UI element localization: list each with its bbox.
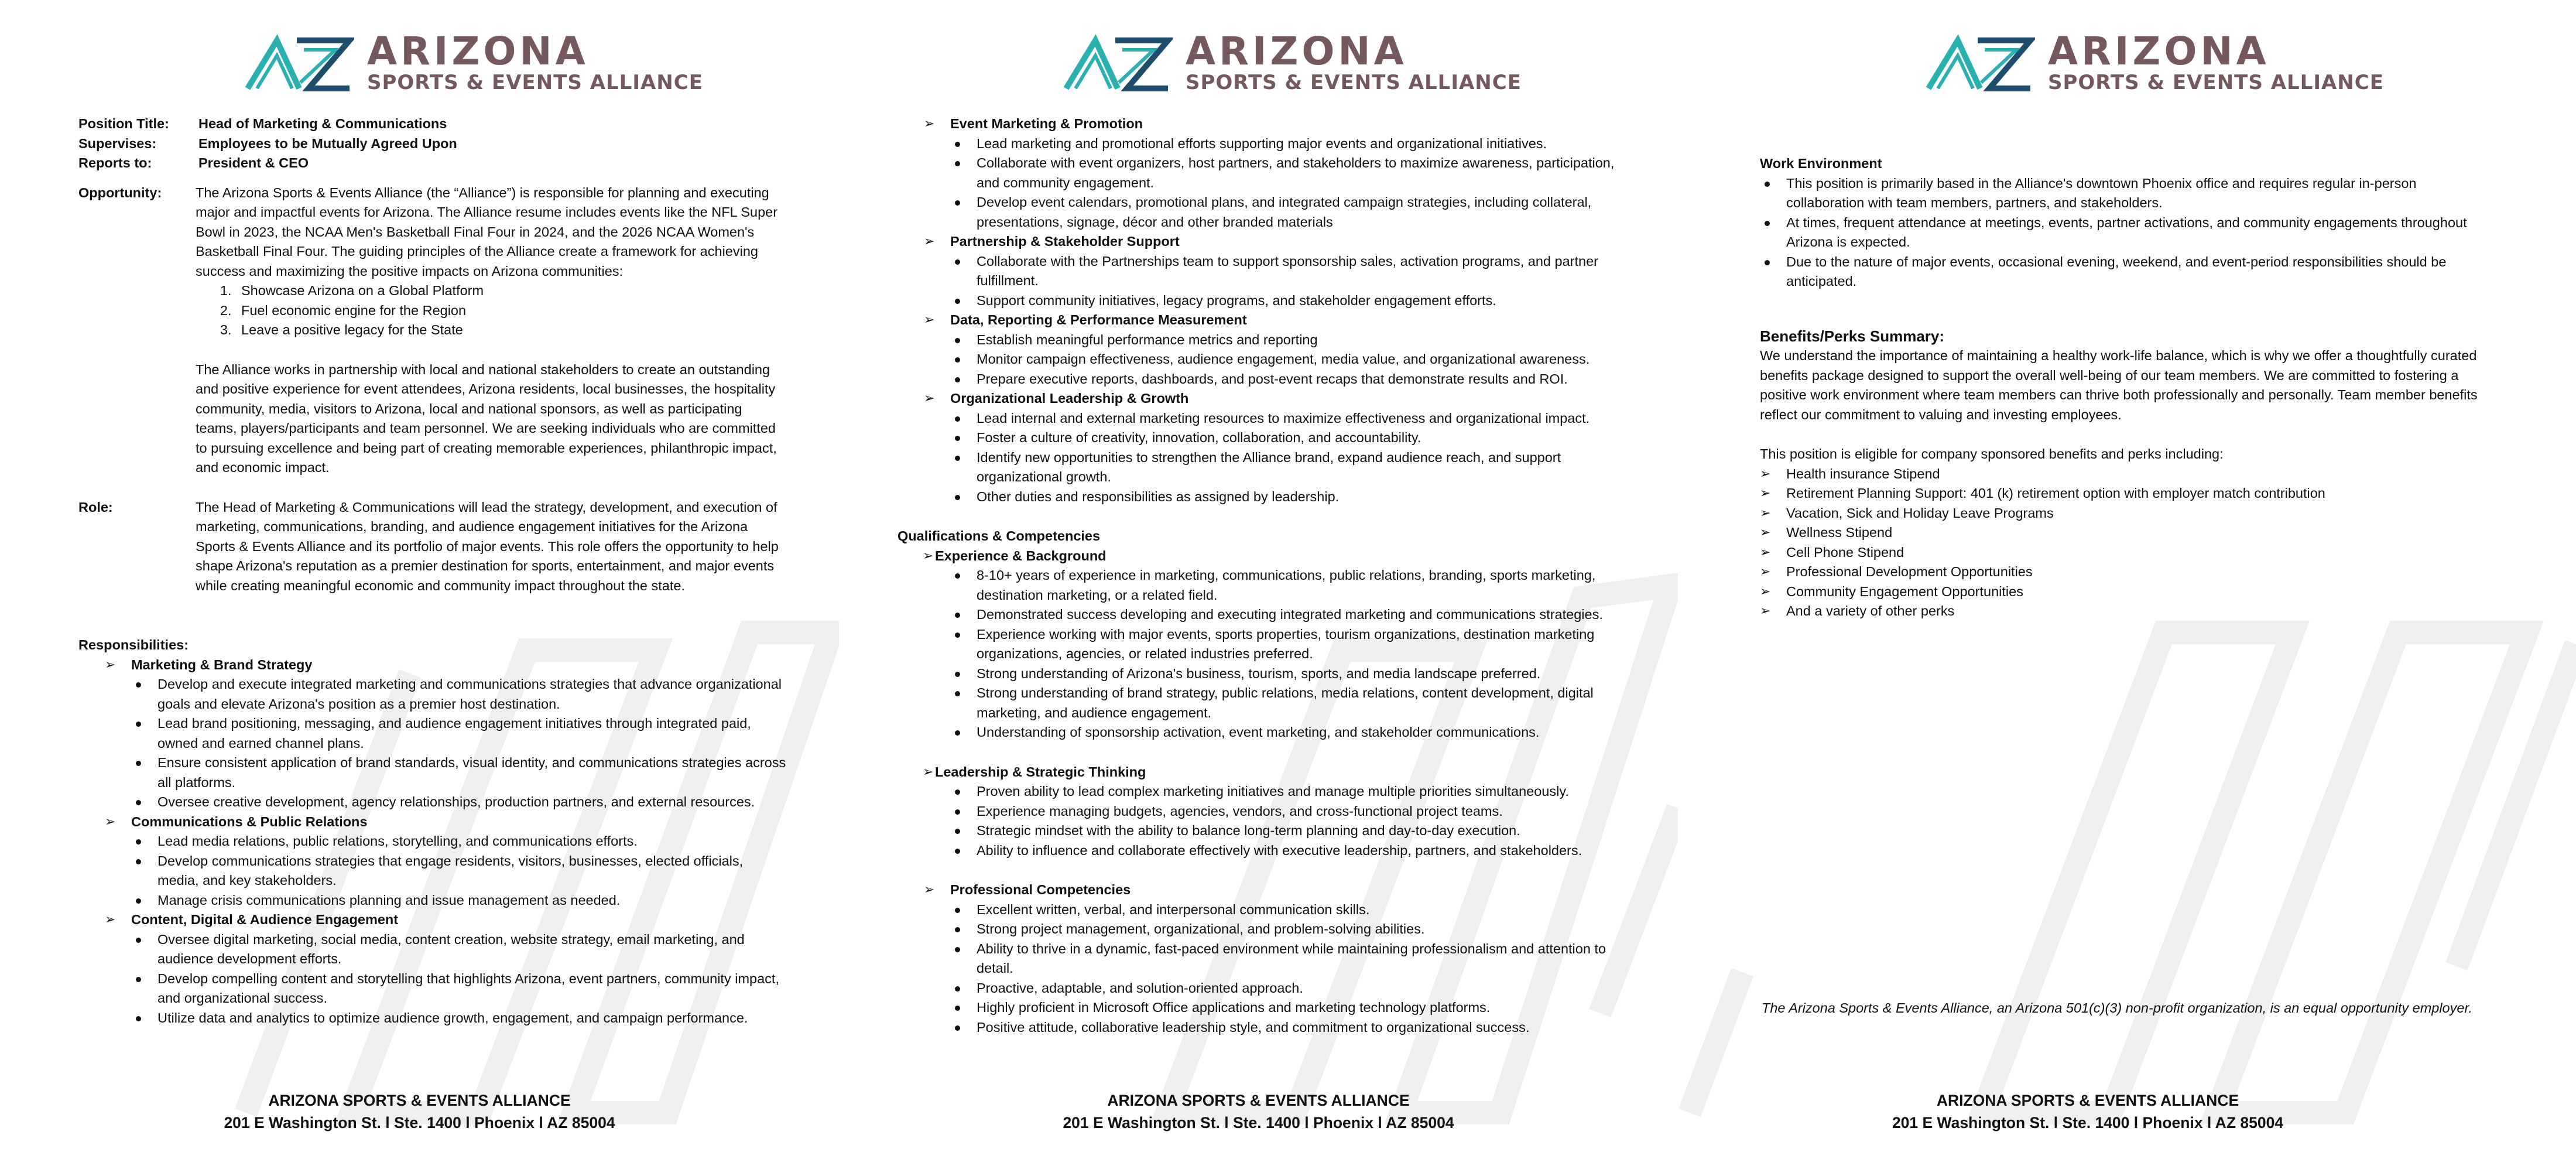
list-item: Develop event calendars, promotional plans, and integrated campaign strategies, including collateral, presentations, signage, décor and other branded materials bbox=[950, 193, 1618, 232]
role-section bbox=[78, 498, 813, 596]
az-logo-icon bbox=[1061, 32, 1173, 94]
bullet-list bbox=[924, 330, 1618, 389]
list-item: Proactive, adaptable, and solution-oriented approach. bbox=[950, 979, 1618, 999]
principle-item: 2. Fuel economic engine for the Region bbox=[235, 301, 787, 321]
list-item: Strong project management, organizational, and problem-solving abilities. bbox=[950, 919, 1618, 939]
list-item: Identify new opportunities to strengthen the Alliance brand, expand audience reach, and support organizational growth. bbox=[950, 448, 1618, 487]
list-item: Lead brand positioning, messaging, and audience engagement initiatives through integrated paid, owned and earned channel plans. bbox=[131, 714, 787, 753]
subheading-content-digital: ➢ Content, Digital & Audience Engagement bbox=[105, 910, 787, 930]
list-item: Proven ability to lead complex marketing initiatives and manage multiple priorities simultaneously. bbox=[950, 782, 1618, 802]
subheading-communications: ➢ Communications & Public Relations bbox=[105, 812, 787, 832]
subheading-leadership: ➢ Leadership & Strategic Thinking bbox=[923, 763, 1618, 782]
list-item: Lead internal and external marketing resources to maximize effectiveness and organizational impact. bbox=[950, 409, 1618, 429]
header-row-position bbox=[78, 114, 813, 134]
footer-org-name: ARIZONA SPORTS & EVENTS ALLIANCE bbox=[1107, 1092, 1410, 1109]
page-footer bbox=[0, 1089, 839, 1134]
list-item: Oversee creative development, agency relationships, production partners, and external resources. bbox=[131, 792, 787, 812]
document-page-2 bbox=[839, 0, 1678, 1159]
bullet-list bbox=[924, 782, 1618, 860]
alliance-logo bbox=[243, 28, 703, 94]
guiding-principles-list bbox=[196, 281, 787, 340]
list-item: Lead media relations, public relations, storytelling, and communications efforts. bbox=[131, 832, 787, 852]
list-item: Understanding of sponsorship activation, event marketing, and stakeholder communications. bbox=[950, 723, 1618, 743]
list-item: Develop and execute integrated marketing and communications strategies that advance organizational goals and elevate Arizona's position as a premier host destination. bbox=[131, 675, 787, 714]
logo-wordmark-arizona: ARIZONA bbox=[367, 28, 589, 74]
benefit-item: ➢ Health insurance Stipend bbox=[1760, 464, 2492, 484]
benefit-item: ➢ Cell Phone Stipend bbox=[1760, 543, 2492, 563]
bullet-list bbox=[105, 832, 787, 910]
alliance-logo bbox=[1924, 28, 2384, 94]
role-label: Role: bbox=[78, 499, 113, 515]
list-item: Oversee digital marketing, social media, content creation, website strategy, email marketing, and audience development efforts. bbox=[131, 930, 787, 969]
logo-wordmark-arizona: ARIZONA bbox=[2048, 28, 2270, 74]
list-item: At times, frequent attendance at meetings, events, partner activations, and community engagements throughout Arizona is expected. bbox=[1760, 213, 2492, 252]
list-item: Lead marketing and promotional efforts supporting major events and organizational initiatives. bbox=[950, 134, 1618, 154]
opportunity-section bbox=[78, 183, 813, 478]
bullet-list bbox=[924, 252, 1618, 311]
benefit-item: ➢ Retirement Planning Support: 401 (k) retirement option with employer match contribution bbox=[1760, 484, 2492, 504]
page-footer bbox=[839, 1089, 1678, 1134]
list-item: Collaborate with the Partnerships team to support sponsorship sales, activation programs, and partner fulfillment. bbox=[950, 252, 1618, 291]
list-item: Ability to influence and collaborate effectively with executive leadership, partners, and stakeholders. bbox=[950, 841, 1618, 861]
subheading-marketing-brand: ➢ Marketing & Brand Strategy bbox=[105, 655, 787, 675]
benefit-item: ➢ Professional Development Opportunities bbox=[1760, 562, 2492, 582]
list-item: Highly proficient in Microsoft Office applications and marketing technology platforms. bbox=[950, 998, 1618, 1018]
opportunity-paragraph-2: The Alliance works in partnership with local and national stakeholders to create an outstanding and positive experience for event attendees, Arizona residents, local businesses, the hospitality community, media, visitors to Arizona, local and national sponsors, as well as participating teams, players/participants and team personnel. We are seeking individuals who are committed to pursuing excellence and being part of creating memorable experiences, philanthropic impact, and economic impact. bbox=[196, 361, 777, 475]
list-item: Prepare executive reports, dashboards, and post-event recaps that demonstrate results and ROI. bbox=[950, 370, 1618, 389]
subheading-org-leadership: ➢ Organizational Leadership & Growth bbox=[924, 389, 1618, 409]
list-item: Collaborate with event organizers, host partners, and stakeholders to maximize awareness, participation, and community engagement. bbox=[950, 153, 1618, 193]
footer-address: 201 E Washington St. l Ste. 1400 l Phoenix l AZ 85004 bbox=[1892, 1114, 2284, 1131]
qualifications-heading: Qualifications & Competencies bbox=[898, 528, 1101, 543]
subheading-experience: ➢ Experience & Background bbox=[923, 546, 1618, 566]
list-item: Ensure consistent application of brand standards, visual identity, and communications strategies across all platforms. bbox=[131, 753, 787, 792]
principle-item: 3. Leave a positive legacy for the State bbox=[235, 320, 787, 340]
list-item: Monitor campaign effectiveness, audience engagement, media value, and organizational awareness. bbox=[950, 350, 1618, 370]
list-item: Strong understanding of brand strategy, public relations, media relations, content development, digital marketing, and audience engagement. bbox=[950, 683, 1618, 723]
list-item: Experience working with major events, sports properties, tourism organizations, destination marketing organizations, agencies, or related industries preferred. bbox=[950, 625, 1618, 664]
benefit-item: ➢ Wellness Stipend bbox=[1760, 523, 2492, 543]
supervises-label: Supervises: bbox=[78, 135, 157, 151]
az-logo-icon bbox=[1924, 32, 2035, 94]
position-title-label: Position Title: bbox=[78, 116, 169, 131]
logo-wordmark-alliance: SPORTS & EVENTS ALLIANCE bbox=[2048, 70, 2384, 94]
bullet-list bbox=[924, 134, 1618, 233]
opportunity-paragraph-1: The Arizona Sports & Events Alliance (the “Alliance”) is responsible for planning and executing major and impactful events for Arizona. The Alliance resume includes events like the NFL Super Bowl in 2023, the NCAA Men's Basketball Final Four in 2024, and the 2026 NCAA Women's Basketball Final Four. The guiding principles of the Alliance create a framework for achieving success and maximizing the positive impacts on Arizona communities: bbox=[196, 184, 778, 279]
list-item: Strong understanding of Arizona's business, tourism, sports, and media landscape preferred. bbox=[950, 664, 1618, 684]
page-2-body bbox=[898, 114, 1618, 1037]
supervises-value: Employees to be Mutually Agreed Upon bbox=[198, 135, 457, 151]
bullet-list bbox=[924, 409, 1618, 507]
footer-address: 201 E Washington St. l Ste. 1400 l Phoenix l AZ 85004 bbox=[1063, 1114, 1454, 1131]
list-item: Experience managing budgets, agencies, vendors, and cross-functional project teams. bbox=[950, 802, 1618, 822]
reports-to-value: President & CEO bbox=[198, 155, 309, 170]
page-footer bbox=[1678, 1089, 2498, 1134]
list-item: Due to the nature of major events, occasional evening, weekend, and event-period responsibilities should be anticipated. bbox=[1760, 252, 2492, 292]
work-environment-list bbox=[1760, 174, 2492, 292]
position-title-value: Head of Marketing & Communications bbox=[198, 116, 447, 131]
bullet-list bbox=[105, 675, 787, 812]
bullet-list bbox=[924, 566, 1618, 743]
alliance-logo bbox=[1061, 28, 1522, 94]
opportunity-label: Opportunity: bbox=[78, 184, 162, 200]
role-paragraph: The Head of Marketing & Communications will lead the strategy, development, and execution of marketing, communications, branding, and audience engagement initiatives for the Arizona Sports & Events Alliance and its portfolio of major events. This role offers the opportunity to help shape Arizona's reputation as a premier destination for sports, entertainment, and major events while creating meaningful economic and community impact throughout the state. bbox=[196, 499, 779, 593]
list-item: Strategic mindset with the ability to balance long-term planning and day-to-day execution. bbox=[950, 821, 1618, 841]
subheading-data-reporting: ➢ Data, Reporting & Performance Measurement bbox=[924, 310, 1618, 330]
benefit-item: ➢ Vacation, Sick and Holiday Leave Programs bbox=[1760, 504, 2492, 524]
az-logo-icon bbox=[243, 32, 354, 94]
document-page-1 bbox=[0, 0, 839, 1159]
list-item: Ability to thrive in a dynamic, fast-paced environment while maintaining professionalism and attention to detail. bbox=[950, 939, 1618, 979]
footer-org-name: ARIZONA SPORTS & EVENTS ALLIANCE bbox=[1936, 1092, 2239, 1109]
list-item: 8-10+ years of experience in marketing, communications, public relations, branding, sports marketing, destination marketing, or a related field. bbox=[950, 566, 1618, 605]
logo-wordmark-alliance: SPORTS & EVENTS ALLIANCE bbox=[1186, 70, 1522, 94]
list-item: Other duties and responsibilities as assigned by leadership. bbox=[950, 487, 1618, 507]
work-environment-heading: Work Environment bbox=[1760, 156, 1882, 171]
benefits-heading: Benefits/Perks Summary: bbox=[1760, 327, 1945, 345]
benefits-intro: We understand the importance of maintaining a healthy work-life balance, which is why we offer a thoughtfully curated benefits package designed to support the overall well-being of our team members. We are committed to fostering a positive work environment where team members can thrive both professionally and personally. Team member benefits reflect our commitment to valuing and investing employees. bbox=[1760, 348, 2478, 422]
logo-wordmark-arizona: ARIZONA bbox=[1186, 28, 1407, 74]
list-item: Support community initiatives, legacy programs, and stakeholder engagement efforts. bbox=[950, 291, 1618, 311]
benefits-eligible-line: This position is eligible for company sponsored benefits and perks including: bbox=[1760, 446, 2224, 461]
list-item: Positive attitude, collaborative leadership style, and commitment to organizational success. bbox=[950, 1018, 1618, 1038]
list-item: Develop communications strategies that engage residents, visitors, businesses, elected officials, media, and key stakeholders. bbox=[131, 852, 787, 891]
bullet-list bbox=[924, 900, 1618, 1038]
list-item: Demonstrated success developing and executing integrated marketing and communications strategies. bbox=[950, 605, 1618, 625]
responsibilities-heading: Responsibilities: bbox=[78, 637, 189, 652]
list-item: Manage crisis communications planning and issue management as needed. bbox=[131, 891, 787, 911]
subheading-partnership: ➢ Partnership & Stakeholder Support bbox=[924, 232, 1618, 252]
logo-wordmark-alliance: SPORTS & EVENTS ALLIANCE bbox=[367, 70, 703, 94]
footer-org-name: ARIZONA SPORTS & EVENTS ALLIANCE bbox=[268, 1092, 571, 1109]
page-1-body bbox=[78, 114, 813, 1028]
equal-opportunity-statement: The Arizona Sports & Events Alliance, an Arizona 501(c)(3) non-profit organization, is an equal opportunity employer. bbox=[1762, 1000, 2472, 1016]
list-item: Establish meaningful performance metrics and reporting bbox=[950, 330, 1618, 350]
document-page-3 bbox=[1678, 0, 2576, 1159]
subheading-professional: ➢ Professional Competencies bbox=[924, 880, 1618, 900]
list-item: Excellent written, verbal, and interpersonal communication skills. bbox=[950, 900, 1618, 920]
footer-address: 201 E Washington St. l Ste. 1400 l Phoenix l AZ 85004 bbox=[224, 1114, 615, 1131]
benefit-item: ➢ Community Engagement Opportunities bbox=[1760, 582, 2492, 602]
reports-to-label: Reports to: bbox=[78, 155, 152, 170]
benefit-item: ➢ And a variety of other perks bbox=[1760, 601, 2492, 621]
header-row-supervises bbox=[78, 134, 813, 154]
header-row-reports-to bbox=[78, 153, 813, 173]
list-item: This position is primarily based in the Alliance's downtown Phoenix office and requires regular in-person collaboration with team members, partners, and stakeholders. bbox=[1760, 174, 2492, 213]
benefits-list bbox=[1760, 464, 2492, 621]
subheading-event-marketing: ➢ Event Marketing & Promotion bbox=[924, 114, 1618, 134]
list-item: Develop compelling content and storytelling that highlights Arizona, event partners, community impact, and organizational success. bbox=[131, 969, 787, 1008]
list-item: Utilize data and analytics to optimize audience growth, engagement, and campaign performance. bbox=[131, 1008, 787, 1028]
page-3-body bbox=[1760, 154, 2492, 621]
list-item: Foster a culture of creativity, innovation, collaboration, and accountability. bbox=[950, 428, 1618, 448]
principle-item: 1. Showcase Arizona on a Global Platform bbox=[235, 281, 787, 301]
bullet-list bbox=[105, 930, 787, 1028]
